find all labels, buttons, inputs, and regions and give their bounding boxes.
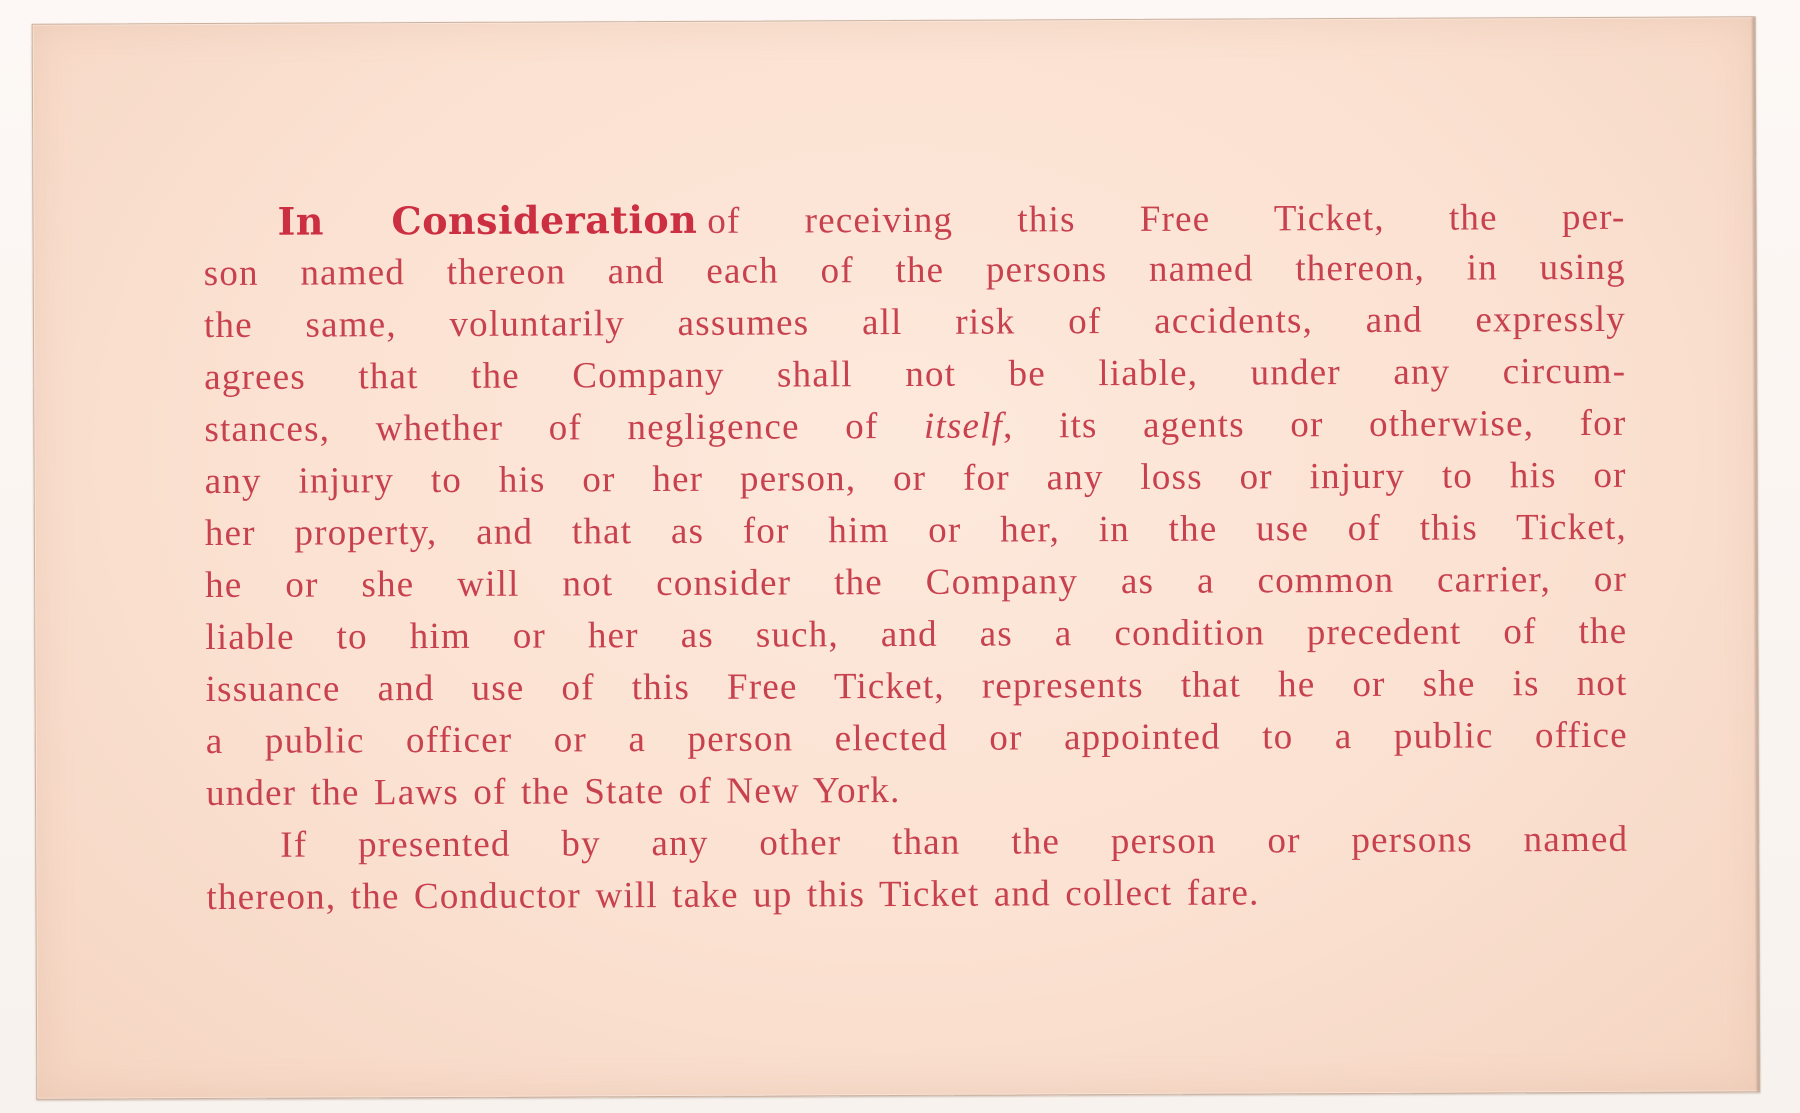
text-line-7: her property, and that as for him or her, in the use of this Ticket, bbox=[204, 506, 1627, 555]
text-line-12: under the Laws of the State of New York. bbox=[205, 769, 901, 815]
text-line-6: any injury to his or her person, or for any loss or injury to his or bbox=[204, 454, 1627, 503]
text-line-5-end: , its agents or otherwise, for bbox=[1002, 402, 1627, 447]
text-line-14: thereon, the Conductor will take up this Ticket and collect fare. bbox=[206, 872, 1260, 919]
text-line-10: issuance and use of this Free Ticket, represents that he or she is not bbox=[205, 662, 1628, 711]
text-line-5-start: stances, whether of negligence of bbox=[204, 406, 879, 451]
lead-in-heading: In Consideration bbox=[277, 196, 698, 244]
conditions-text bbox=[203, 190, 1628, 924]
card-edge-shadow bbox=[1751, 17, 1760, 1091]
text-line-8: he or she will not consider the Company as a common carrier, or bbox=[205, 558, 1628, 607]
text-line-11: a public officer or a person elected or appointed to a public office bbox=[205, 714, 1628, 763]
text-line-4: agrees that the Company shall not be liable, under any circum- bbox=[204, 350, 1627, 399]
text-line-1-body: of receiving this Free Ticket, the per- bbox=[707, 196, 1626, 242]
text-line-3: the same, voluntarily assumes all risk of accidents, and expressly bbox=[203, 298, 1627, 347]
text-line-5 bbox=[204, 398, 1626, 456]
text-line-9: liable to him or her as such, and as a condition precedent of the bbox=[205, 610, 1628, 659]
text-line-13: If presented by any other than the person or persons named bbox=[280, 818, 1629, 866]
ticket-card-back bbox=[32, 16, 1761, 1100]
text-line-2: son named thereon and each of the persons named thereon, in using bbox=[203, 246, 1626, 295]
text-line-1 bbox=[203, 190, 1625, 248]
italic-itself: itself bbox=[923, 405, 1004, 447]
